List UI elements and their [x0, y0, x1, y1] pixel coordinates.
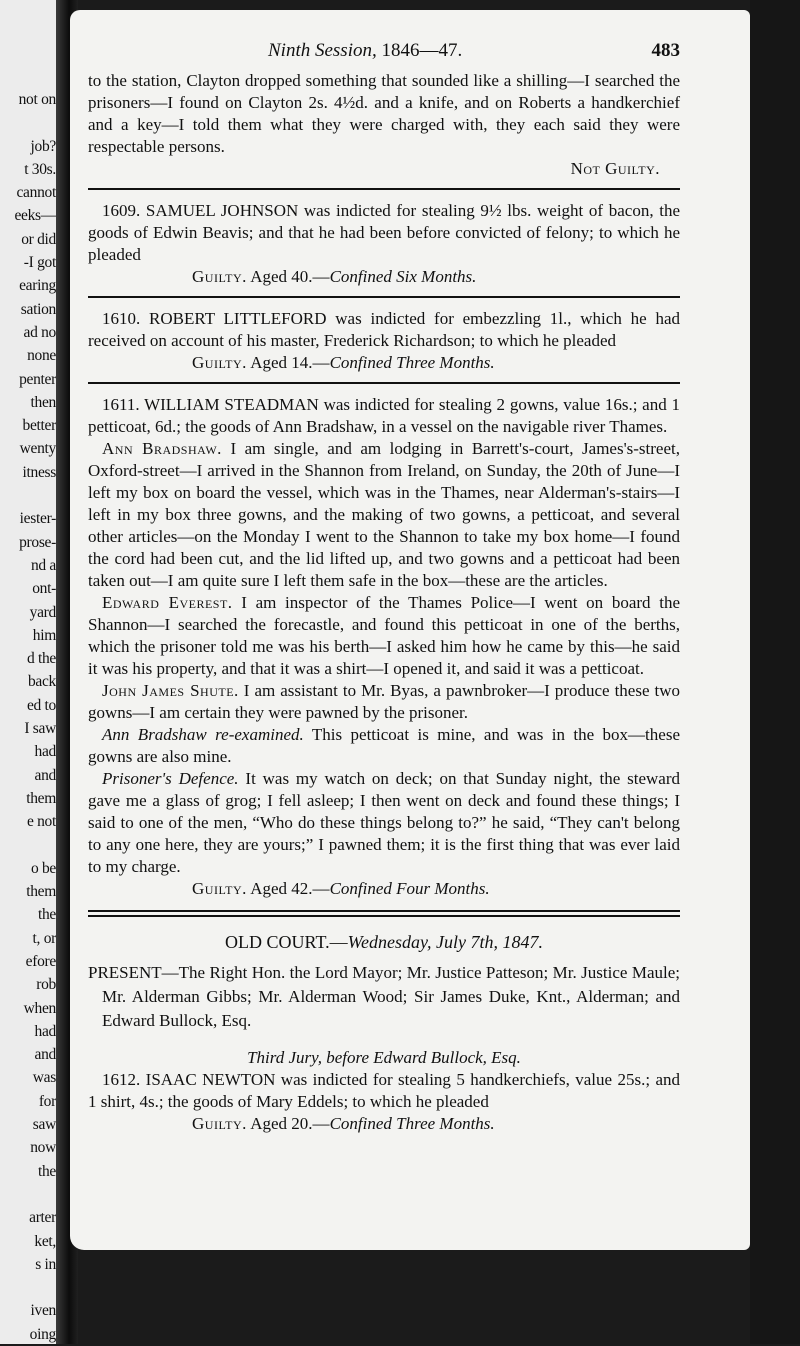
margin-fragment: iven [30, 1302, 56, 1320]
margin-fragment: yard [29, 603, 56, 621]
margin-fragment: d the [26, 650, 56, 668]
case-divider [88, 296, 680, 298]
margin-fragment [0, 1183, 56, 1206]
margin-fragment: rob [36, 976, 56, 994]
session-title: Ninth Session, 1846—47. [268, 40, 463, 61]
testimony-john-james-shute: John James Shute. I am assistant to Mr. Byas, a pawnbroker—I produce these two gowns—I am certain they were pawned by the prisoner. [88, 681, 680, 722]
adjacent-page-text [0, 88, 56, 1346]
case-1609-verdict: Guilty. Aged 40.—Confined Six Months. [192, 267, 477, 286]
running-header [88, 40, 680, 70]
page-content [88, 40, 680, 1135]
case-1611-text: 1611. WILLIAM STEADMAN was indicted for stealing 2 gowns, value 16s.; and 1 petticoat, 6d.; the goods of Ann Bradshaw, in a vessel on the navigable river Thames. [88, 395, 680, 436]
margin-fragment: not on [18, 91, 56, 108]
margin-fragment: job? [30, 137, 56, 155]
testimony-ann-bradshaw-reexamined: Ann Bradshaw re-examined. This petticoat is mine, and was in the box—these gowns are also mine. [88, 725, 680, 766]
margin-fragment: sation [20, 300, 56, 318]
margin-fragment: them [26, 789, 56, 807]
margin-fragment: eeks— [14, 207, 56, 225]
margin-fragment: when [23, 999, 56, 1017]
margin-fragment: penter [19, 370, 56, 388]
court-heading: OLD COURT.—Wednesday, July 7th, 1847. [225, 932, 543, 952]
page-number: 483 [651, 40, 680, 61]
margin-fragment: iester- [19, 510, 56, 528]
margin-fragment [0, 834, 56, 857]
margin-fragment: ad no [23, 323, 56, 341]
margin-fragment: efore [25, 952, 56, 970]
jury-heading: Third Jury, before Edward Bullock, Esq. [247, 1048, 521, 1067]
margin-fragment: s in [35, 1255, 56, 1273]
case-divider [88, 382, 680, 384]
margin-fragment: had [34, 743, 56, 761]
margin-fragment: him [32, 626, 56, 644]
margin-fragment: and [34, 1046, 56, 1064]
margin-fragment: then [30, 393, 56, 411]
margin-fragment [0, 1276, 56, 1299]
case-1610-verdict: Guilty. Aged 14.—Confined Three Months. [192, 353, 495, 372]
case-1612-text: 1612. ISAAC NEWTON was indicted for stealing 5 handkerchiefs, value 25s.; and 1 shirt, 4s.; the goods of Mary Eddels; to which he pleaded [88, 1070, 680, 1111]
margin-fragment: and [34, 766, 56, 784]
margin-fragment: now [30, 1139, 56, 1157]
margin-fragment: was [32, 1069, 56, 1087]
testimony-ann-bradshaw: Ann Bradshaw. I am single, and am lodging in Barrett's-court, James's-street, Oxford-street—I arrived in the Shannon from Ireland, on Sunday, the 20th of June—I left my box on board the vessel, which was in the Thames, near Alderman's-stairs—I left in my box three gowns, and the making of two gowns, a petticoat, and several other articles—on the Monday I went to the Shannon to take my box home—I found the cord had been cut, and the lid lifted up, and two gowns and a petticoat had been taken out—I am quite sure I left them safe in the box—these are the articles. [88, 439, 680, 590]
scan-background [750, 0, 800, 1344]
margin-fragment: ed to [26, 696, 56, 714]
margin-fragment: nd a [30, 556, 56, 574]
case-1611-verdict: Guilty. Aged 42.—Confined Four Months. [192, 879, 490, 898]
margin-fragment: itness [22, 463, 56, 481]
testimony-edward-everest: Edward Everest. I am inspector of the Thames Police—I went on board the Shannon—I searched the forecastle, and found this petticoat in one of the berths, which the prisoner told me was his berth—I asked him how he came by this—he said it was his property, and that it was a shirt—I opened it, and said it was a petticoat. [88, 593, 681, 678]
margin-fragment: wenty [19, 440, 56, 458]
margin-fragment: prose- [19, 533, 56, 551]
margin-fragment: oing [29, 1325, 56, 1343]
margin-fragment: arter [29, 1209, 56, 1227]
adjacent-page [0, 0, 60, 1344]
case-1610-text: 1610. ROBERT LITTLEFORD was indicted for embezzling 1l., which he had received on account of his master, Frederick Richardson; to which he pleaded [88, 309, 680, 350]
case-1608-text: to the station, Clayton dropped something that sounded like a shilling—I searched the prisoners—I found on Clayton 2s. 4½d. and a knife, and on Roberts a handkerchief and a key—I told them what they were charged with, they each said they were respectable persons. [88, 71, 680, 156]
margin-fragment: back [27, 673, 56, 691]
margin-fragment: better [22, 417, 56, 435]
margin-fragment: the [37, 1162, 56, 1180]
margin-fragment: the [37, 906, 56, 924]
margin-fragment: ket, [34, 1232, 56, 1250]
margin-fragment [0, 111, 56, 134]
margin-fragment: cannot [16, 184, 56, 202]
margin-fragment: t, or [32, 929, 56, 947]
margin-fragment: them [26, 883, 56, 901]
margin-fragment: t 30s. [24, 160, 56, 178]
section-divider [88, 910, 680, 917]
case-1612-verdict: Guilty. Aged 20.—Confined Three Months. [192, 1114, 495, 1133]
margin-fragment: none [27, 347, 56, 365]
margin-fragment: e not [26, 813, 56, 831]
margin-fragment: -I got [23, 254, 56, 272]
margin-fragment: saw [32, 1116, 56, 1134]
prisoners-defence: Prisoner's Defence. It was my watch on deck; on that Sunday night, the steward gave me a glass of grog; I fell asleep; I then went on deck and found these things; I said to one of the men, “Who do these things belong to?” he said, “They can't belong to any one here, they are yours;” I pawned them; it is the first thing that was ever laid to my charge. [88, 769, 681, 876]
margin-fragment: for [38, 1092, 56, 1110]
case-divider [88, 188, 680, 190]
case-1608-verdict: Not Guilty. [570, 159, 660, 178]
margin-fragment: ont- [32, 580, 56, 598]
present-list: PRESENT—The Right Hon. the Lord Mayor; Mr. Justice Patteson; Mr. Justice Maule; Mr. Alderman Gibbs; Mr. Alderman Wood; Sir James Duke, Knt., Alderman; and Edward Bullock, Esq. [88, 963, 680, 1030]
case-1609-text: 1609. SAMUEL JOHNSON was indicted for stealing 9½ lbs. weight of bacon, the goods of Edwin Beavis; and that he had been before convicted of felony; to which he pleaded [88, 201, 680, 264]
margin-fragment: earing [19, 277, 56, 295]
margin-fragment: had [34, 1022, 56, 1040]
margin-fragment: o be [30, 859, 56, 877]
margin-fragment: I saw [24, 720, 56, 738]
margin-fragment: or did [21, 230, 56, 248]
margin-fragment [0, 484, 56, 507]
